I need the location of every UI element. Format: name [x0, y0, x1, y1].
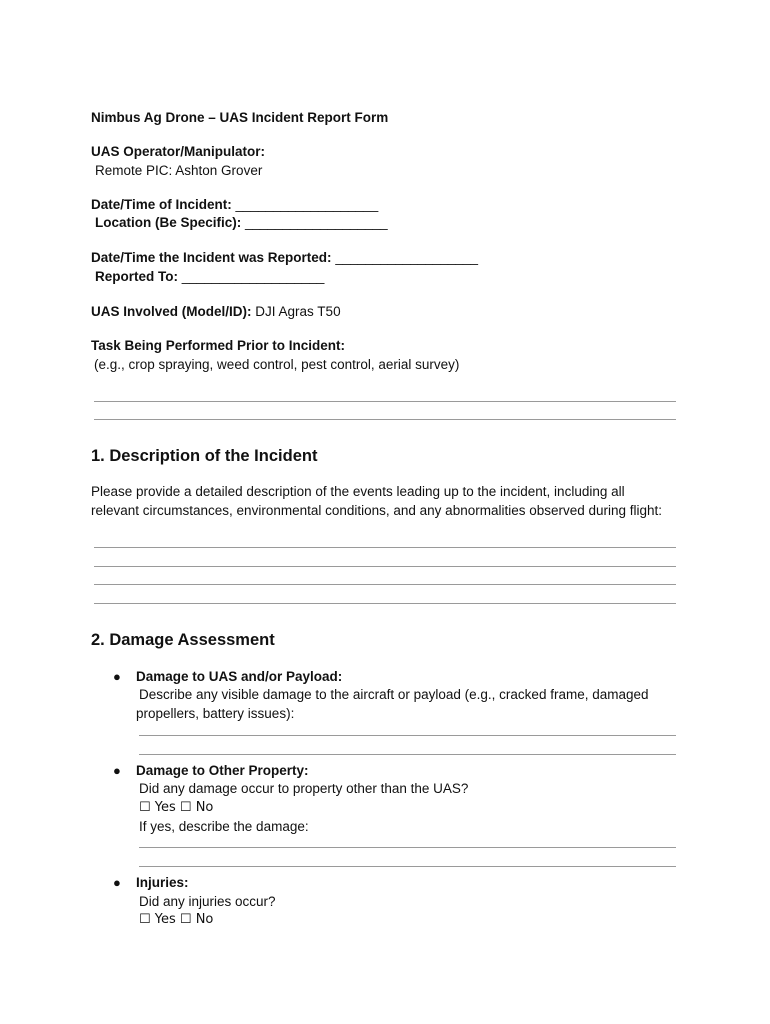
description-line-4[interactable] [94, 603, 676, 604]
incident-time-label: Date/Time of Incident: [91, 197, 232, 212]
task-answer-line-1[interactable] [94, 401, 676, 402]
injuries-yes-no-checkboxes[interactable]: ☐ Yes ☐ No [139, 912, 214, 927]
property-damage-answer-line-2[interactable] [139, 866, 676, 867]
description-line-3[interactable] [94, 584, 676, 585]
uas-label: UAS Involved (Model/ID): [91, 304, 252, 319]
task-answer-line-2[interactable] [94, 419, 676, 420]
uas-damage-line1: Describe any visible damage to the aircraft or payload (e.g., cracked frame, damaged [139, 687, 649, 702]
location-blank[interactable]: ___________________ [245, 215, 388, 230]
uas-damage-label: Damage to UAS and/or Payload: [136, 669, 343, 684]
incident-time-field[interactable] [91, 195, 378, 214]
task-hint: (e.g., crop spraying, weed control, pest control, aerial survey) [94, 357, 460, 372]
property-damage-question: Did any damage occur to property other than the UAS? [139, 781, 469, 796]
reported-time-blank[interactable]: ___________________ [335, 250, 478, 265]
uas-damage-line2: propellers, battery issues): [136, 706, 295, 721]
incident-time-blank[interactable]: ___________________ [235, 197, 379, 212]
description-line-2[interactable] [94, 566, 676, 567]
property-damage-yes-no-checkboxes[interactable]: ☐ Yes ☐ No [139, 800, 214, 815]
form-title: Nimbus Ag Drone – UAS Incident Report Form [91, 110, 389, 125]
property-damage-answer-line-1[interactable] [139, 847, 676, 848]
reported-time-label: Date/Time the Incident was Reported: [91, 250, 332, 265]
description-line-1[interactable] [94, 547, 676, 548]
section2-heading: 2. Damage Assessment [91, 631, 275, 649]
uas-damage-answer-line-1[interactable] [139, 735, 676, 736]
operator-label: UAS Operator/Manipulator: [91, 144, 266, 159]
bullet-icon: ● [113, 669, 121, 684]
uas-value: DJI Agras T50 [255, 304, 341, 319]
location-field[interactable] [95, 213, 388, 232]
section1-text-line2: relevant circumstances, environmental conditions, and any abnormalities observed during flight: [91, 503, 663, 518]
task-label: Task Being Performed Prior to Incident: [91, 338, 346, 353]
property-damage-followup: If yes, describe the damage: [139, 819, 309, 834]
injuries-question: Did any injuries occur? [139, 894, 276, 909]
bullet-icon: ● [113, 875, 121, 890]
section1-heading: 1. Description of the Incident [91, 447, 318, 465]
uas-damage-answer-line-2[interactable] [139, 754, 676, 755]
reported-to-label: Reported To: [95, 269, 178, 284]
uas-field [91, 302, 341, 321]
property-damage-label: Damage to Other Property: [136, 763, 309, 778]
location-label: Location (Be Specific): [95, 215, 242, 230]
reported-time-field[interactable] [91, 248, 478, 267]
reported-to-blank[interactable]: ___________________ [181, 269, 325, 284]
bullet-icon: ● [113, 763, 121, 778]
section1-text-line1: Please provide a detailed description of the events leading up to the incident, including all [91, 484, 625, 499]
injuries-label: Injuries: [136, 875, 189, 890]
reported-to-field[interactable] [95, 267, 324, 286]
operator-value: Remote PIC: Ashton Grover [95, 163, 263, 178]
